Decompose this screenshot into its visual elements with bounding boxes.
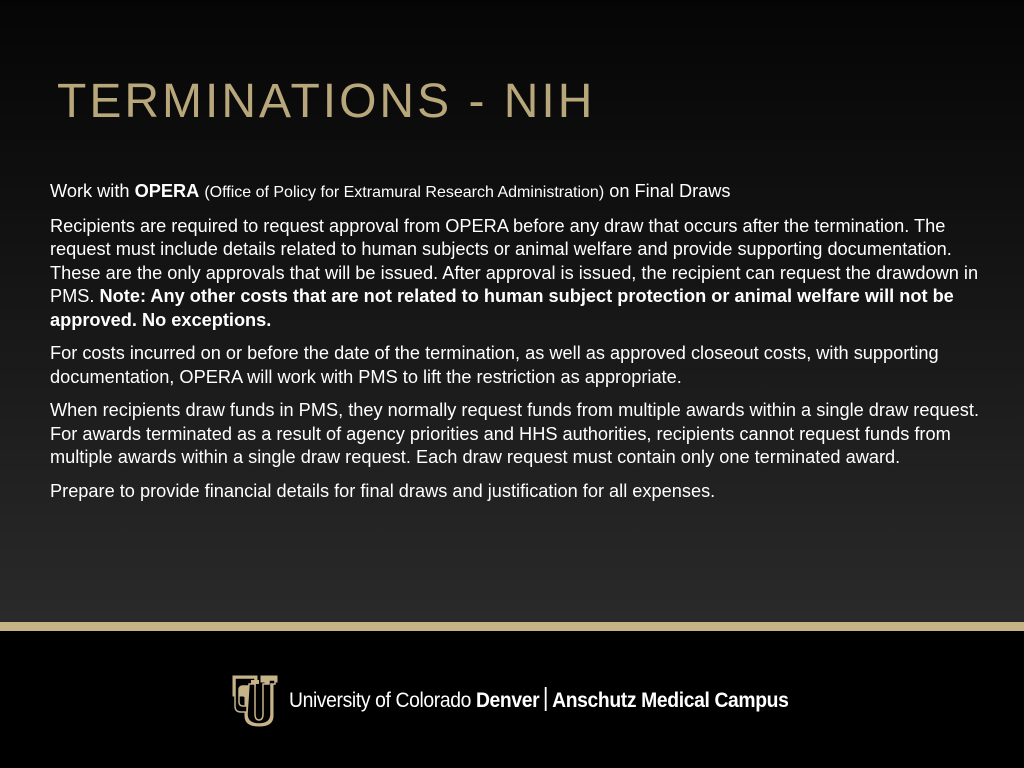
logo-wordmark xyxy=(289,687,788,713)
slide-title: TERMINATIONS - NIH xyxy=(57,75,596,128)
paragraph-approval-text: Recipients are required to request approval from OPERA before any draw that occurs after the termination. The request must include details related to human subjects or animal welfare and provide supporting documentation. These are the only approvals that will be issued. After approval is issued, the recipient can request the drawdown in PMS. xyxy=(50,215,979,306)
paragraph-approval-note: Note: Any other costs that are not related to human subject protection or animal welfare will not be approved. No exceptions. xyxy=(50,286,954,330)
cu-logo-icon xyxy=(231,672,279,728)
logo-separator xyxy=(545,687,547,711)
opera-acronym: OPERA xyxy=(134,181,200,201)
paragraph-approval xyxy=(50,215,980,333)
logo-university: University of Colorado xyxy=(289,689,476,712)
paragraph-draw-requests: When recipients draw funds in PMS, they normally request funds from multiple awards within a single draw request. For awards terminated as a result of agency priorities and HHS authorities, recipients cannot request funds from multiple awards within a single draw request. Each draw request must contain only one terminated award. xyxy=(50,400,979,467)
logo-anschutz: Anschutz Medical Campus xyxy=(552,689,789,712)
paragraph-prepare: Prepare to provide financial details for final draws and justification for all expenses. xyxy=(50,480,716,501)
paragraph-opera-suffix: on Final Draws xyxy=(604,181,731,201)
logo-denver: Denver xyxy=(475,689,540,712)
paragraph-costs: For costs incurred on or before the date of the termination, as well as approved closeout costs, with supporting documentation, OPERA will work with PMS to lift the restriction as appropriate. xyxy=(50,343,939,387)
slide-body xyxy=(50,180,980,513)
university-logo xyxy=(231,672,832,728)
gold-divider xyxy=(0,622,1024,631)
opera-expansion: (Office of Policy for Extramural Research Administration) xyxy=(204,184,605,201)
paragraph-opera xyxy=(50,180,980,205)
paragraph-opera-prefix: Work with xyxy=(50,181,135,201)
